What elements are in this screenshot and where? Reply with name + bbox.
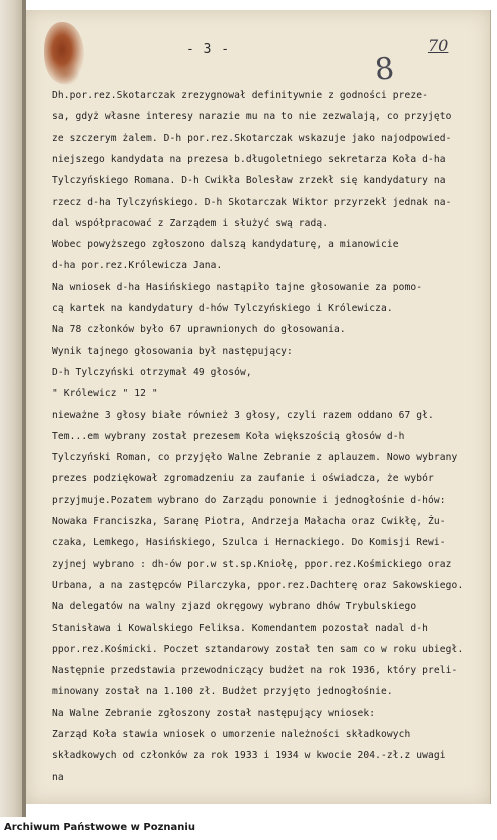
text-line: Dh.por.rez.Skotarczak zrezygnował definitywnie z godności preze- <box>52 90 429 101</box>
text-line: Na Walne Zebranie zgłoszony został następujący wniosek: <box>52 707 376 719</box>
text-line: nieważne 3 głosy białe również 3 głosy, czyli razem oddano 67 gł. <box>52 409 434 421</box>
page-number: - 3 - <box>186 42 231 57</box>
text-line: Stanisława i Kowalskiego Feliksa. Komendantem pozostał nadal d-h <box>52 622 429 634</box>
text-line: Następnie przedstawia przewodniczący budżet na rok 1936, który preli- <box>52 665 458 677</box>
text-line: Tylczyński Roman, co przyjęło Walne Zebranie z aplauzem. Nowo wybrany <box>52 452 458 464</box>
text-line: Nowaka Franciszka, Saranę Piotra, Andrzeja Małacha oraz Cwikłę, Żu- <box>52 516 446 527</box>
text-line: Tem...em wybrany został prezesem Koła większością głosów d-h <box>52 430 405 442</box>
text-line: " Królewicz " 12 " <box>52 388 158 400</box>
text-line: zyjnej wybrano : dh-ów por.w st.sp.Kniołę, ppor.rez.Kośmickiego oraz <box>52 558 452 570</box>
text-line: czaka, Lemkego, Hasińskiego, Szulca i Hernackiego. Do Komisji Rewi- <box>52 537 446 549</box>
text-line: d-ha por.rez.Królewicza Jana. <box>52 260 223 272</box>
text-line: Na 78 członków było 67 uprawnionych do głosowania. <box>52 324 346 336</box>
text-line: na <box>52 771 64 783</box>
text-line: minowany został na 1.100 zł. Budżet przyjęto jednogłośnie. <box>52 686 393 698</box>
text-line: przyjmuje.Pozatem wybrano do Zarządu ponownie i jednogłośnie d-hów: <box>52 494 446 506</box>
handwritten-number: 8 <box>373 51 396 88</box>
text-line: Urbana, a na zastępców Pilarczyka, ppor.rez.Dachterę oraz Sakowskiego. <box>52 579 464 591</box>
text-line: Tylczyńskiego Romana. D-h Cwikła Bolesław zrzekł się kandydatury na <box>52 175 446 187</box>
text-line: D-h Tylczyński otrzymał 49 głosów, <box>52 366 252 378</box>
handwritten-corner-number: 70 <box>428 36 449 55</box>
text-line: ppor.rez.Kośmicki. Poczet sztandarowy został ten sam co w roku ubiegł. <box>52 643 464 655</box>
footer-bar <box>0 817 497 840</box>
text-line: cą kartek na kandydatury d-hów Tylczyńskiego i Królewicza. <box>52 303 393 314</box>
text-line: ze szczerym żalem. D-h por.rez.Skotarczak wskazuje jako najodpowied- <box>52 132 452 144</box>
text-line: prezes podziękował zgromadzeniu za zaufanie i oświadcza, że wybór <box>52 473 434 485</box>
text-line: niejszego kandydata na prezesa b.długoletniego sekretarza Koła d-ha <box>52 153 446 165</box>
text-line: Na wniosek d-ha Hasińskiego nastąpiło tajne głosowanie za pomo- <box>52 281 423 293</box>
document-page <box>26 10 491 804</box>
text-line: dal współpracować z Zarządem i służyć swą radą. <box>52 217 329 229</box>
text-line: Wobec powyższego zgłoszono dalszą kandydaturę, a mianowicie <box>52 239 399 251</box>
rust-stain-halo <box>52 62 80 86</box>
text-line: rzecz d-ha Tylczyńskiego. D-h Skotarczak Wiktor przyrzekł jednak na- <box>52 196 452 208</box>
text-line: Wynik tajnego głosowania był następujący: <box>52 345 293 357</box>
archive-label: Archiwum Państwowe w Poznaniu <box>4 822 195 833</box>
text-line: Na delegatów na walny zjazd okręgowy wybrano dhów Trybulskiego <box>52 601 417 613</box>
text-line: składkowych od członków za rok 1933 i 1934 w kwocie 204.-zł.z uwagi <box>52 750 446 762</box>
text-line: sa, gdyż własne interesy narazie mu na to nie zezwalają, co przyjęto <box>52 111 452 123</box>
text-line: Zarząd Koła stawia wniosek o umorzenie należności składkowych <box>52 729 411 740</box>
